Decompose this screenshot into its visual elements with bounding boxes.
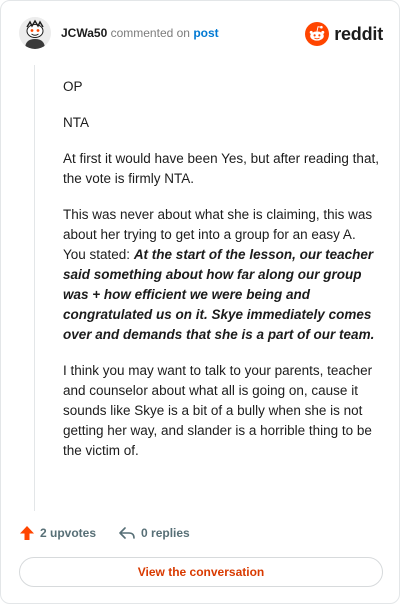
quoted-text: At the start of the lesson, our teacher said something about how far along our group was + how efficient we were being and congratulated us on it. Skye immediately comes over and demands that she is a part of our team. (63, 247, 375, 342)
view-conversation-button[interactable]: View the conversation (19, 557, 383, 587)
reply-count: 0 replies (141, 526, 190, 540)
reddit-snoo-icon (305, 22, 329, 46)
reply-button[interactable] (118, 525, 190, 541)
reply-arrow-icon (118, 525, 136, 541)
comment-paragraph: NTA (63, 115, 89, 130)
comment-meta (61, 26, 219, 40)
comment-header (17, 15, 385, 55)
upvote-arrow-icon (19, 525, 35, 541)
upvote-count: 2 upvotes (40, 526, 97, 540)
snoo-avatar-icon[interactable] (19, 17, 51, 49)
username-link[interactable]: JCWa50 (61, 26, 108, 40)
reddit-logo[interactable] (305, 21, 383, 47)
comment-text: This was never about what she is claiming, this was about her trying to get into a group for an easy A. You stated: (63, 207, 373, 262)
comment-paragraph: I think you may want to talk to your parents, teacher and counselor about what all is going on, cause it sounds like Skye is a bit of a bully when she is not getting her way, and slander is a horrible thing to be the victim of. (63, 363, 373, 458)
brand-wordmark: reddit (334, 23, 383, 44)
post-link[interactable]: post (193, 26, 219, 40)
comment-paragraph (63, 205, 381, 345)
thread-line (34, 65, 35, 511)
comment-paragraph: OP (63, 79, 83, 94)
upvote-button[interactable] (19, 525, 96, 541)
action-verb: commented on (110, 26, 190, 40)
comment-body (63, 77, 381, 477)
comment-actions (19, 522, 212, 544)
comment-paragraph: At first it would have been Yes, but after reading that, the vote is firmly NTA. (63, 151, 379, 186)
